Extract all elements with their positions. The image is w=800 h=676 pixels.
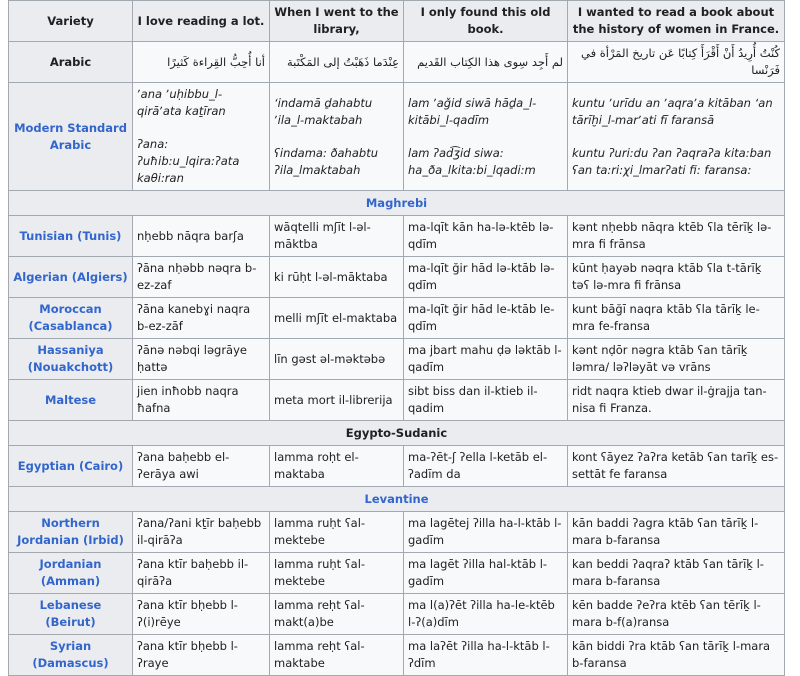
variety-link[interactable] bbox=[9, 298, 133, 339]
table-cell: ma l(a)ʔēt ʔilla ha-le-ktēb l-ʔ(a)dīm bbox=[404, 594, 568, 635]
transliteration: ʼana ʼuḥibbu_l-qirāʼata kaṯīran bbox=[137, 87, 226, 118]
table-cell: ʔāna nḥəbb nəqra b-ez-zaf bbox=[133, 257, 270, 298]
table-cell: līn gəst əl-məktəbə bbox=[270, 339, 404, 380]
variety-link[interactable] bbox=[9, 553, 133, 594]
table-cell: ma-ʔēt-ʃ ʔella l-ketāb el-ʔadīm da bbox=[404, 446, 568, 487]
table-cell: ʔana ktīr baḥebb il-qirāʔa bbox=[133, 553, 270, 594]
table-row bbox=[9, 216, 785, 257]
section-row-egypto-sudanic bbox=[9, 421, 785, 446]
table-cell: kənt nḍōr nəgra ktāb ʕan tārīḵ ləmra/ ləʔləyāt və vrāns bbox=[568, 339, 785, 380]
variety-link[interactable] bbox=[9, 257, 133, 298]
ipa: lam ʔad͡ʒid siwa: ha_ða_lkita:bi_lqadi:m bbox=[408, 145, 536, 177]
ipa: ʕindama: ðahabtu ʔila_lmaktabah bbox=[274, 145, 378, 177]
table-cell: kān baddi ʔagra ktāb ʕan tārīḵ l-mara b-faransa bbox=[568, 512, 785, 553]
comparison-table bbox=[8, 0, 785, 676]
table-cell: lamma roḥt el-maktaba bbox=[270, 446, 404, 487]
section-link[interactable]: Maghrebi bbox=[365, 195, 428, 210]
table-row bbox=[9, 512, 785, 553]
variety-link-text[interactable]: Egyptian (Cairo) bbox=[17, 458, 124, 473]
table-row bbox=[9, 446, 785, 487]
msa-cell-2 bbox=[270, 83, 404, 191]
transliteration: kuntu ʼurīdu an ʼaqraʼa kitāban ʻan tārīḫi_l-marʼati fī faransā bbox=[572, 95, 773, 127]
table-cell: sibt biss dan il-ktieb il-qadim bbox=[404, 380, 568, 421]
table-cell: ma lagēt ʔilla hal-ktāb l-gadīm bbox=[404, 553, 568, 594]
table-cell: kūnt ḥayəb nəqra ktāb ʕla t-tārīḵ təʕ lə-mra fi frānsa bbox=[568, 257, 785, 298]
table-cell: meta mort il-librerija bbox=[270, 380, 404, 421]
table-cell: ʔānə nəbqi ləgrāye ḥattə bbox=[133, 339, 270, 380]
variety-link[interactable] bbox=[9, 446, 133, 487]
variety-link[interactable] bbox=[9, 216, 133, 257]
table-row-arabic bbox=[9, 42, 785, 83]
variety-link[interactable] bbox=[9, 512, 133, 553]
variety-link-text[interactable]: Moroccan (Casablanca) bbox=[28, 302, 113, 333]
section-heading[interactable] bbox=[9, 487, 785, 512]
variety-label: Arabic bbox=[9, 42, 133, 83]
table-row bbox=[9, 257, 785, 298]
msa-cell-1 bbox=[133, 83, 270, 191]
table-cell: lamma ruḥt ʕal-mektebe bbox=[270, 512, 404, 553]
table-cell: kēn badde ʔeʔra ktēb ʕan tērīḵ l-mara b-f(a)ransa bbox=[568, 594, 785, 635]
variety-link[interactable] bbox=[9, 339, 133, 380]
table-cell: ridt naqra ktieb dwar il-ġrajja tan-nisa fi Franza. bbox=[568, 380, 785, 421]
header-sentence-1[interactable]: I love reading a lot. bbox=[133, 1, 270, 42]
variety-link-text[interactable]: Modern Standard Arabic bbox=[14, 120, 127, 152]
table-cell: ma lagētej ʔilla ha-l-ktāb l-gadīm bbox=[404, 512, 568, 553]
table-cell: wāqtelli mʃīt l-əl-māktba bbox=[270, 216, 404, 257]
table-cell: ʔāna kanebɣi naqra b-ez-zāf bbox=[133, 298, 270, 339]
variety-link-text[interactable]: Syrian (Damascus) bbox=[32, 639, 109, 670]
arabic-cell-1: أنا أُحِبُّ القِراءة كَثيرًا bbox=[133, 42, 270, 83]
msa-cell-3 bbox=[404, 83, 568, 191]
table-row bbox=[9, 594, 785, 635]
section-link[interactable]: Levantine bbox=[364, 491, 429, 506]
table-cell: lamma ruḥt ʕal-mektebe bbox=[270, 553, 404, 594]
section-row-maghrebi bbox=[9, 191, 785, 216]
arabic-cell-4: كُنْتُ أُرِيدُ أَنْ أَقْرَأَ كِتابًا عَن تاريخ المَرْأة في فَرَنْسا bbox=[568, 42, 785, 83]
arabic-cell-2: عِنْدَما ذَهَبْتُ إلى المَكْتَبة bbox=[270, 42, 404, 83]
variety-link-text[interactable]: Lebanese (Beirut) bbox=[39, 598, 102, 629]
table-cell: ʔana ktīr bḥebb l-ʔraye bbox=[133, 635, 270, 676]
table-cell: jien inħobb naqra ħafna bbox=[133, 380, 270, 421]
header-sentence-2[interactable]: When I went to the library, bbox=[270, 1, 404, 42]
variety-link[interactable] bbox=[9, 83, 133, 191]
ipa: kuntu ʔuri:du ʔan ʔaqraʔa kita:ban ʕan ta:ri:χi_lmarʔati fi: faransa: bbox=[572, 145, 772, 177]
table-cell: kan beddi ʔaqraʔ ktāb ʕan tārīḵ l-mara b-faransa bbox=[568, 553, 785, 594]
transliteration: lam ʼaǧid siwā hāḏa_l-kitābi_l-qadīm bbox=[408, 95, 537, 127]
table-cell: ma-lqīt ğir hād lə-ktāb lə-qdīm bbox=[404, 257, 568, 298]
table-cell: ʔana baḥebb el-ʔerāya awi bbox=[133, 446, 270, 487]
arabic-cell-3: لم أَجِد سِوى هذا الكِتاب القَديم bbox=[404, 42, 568, 83]
table-cell: ma laʔēt ʔilla ha-l-ktāb l-ʔdīm bbox=[404, 635, 568, 676]
variety-link-text[interactable]: Jordanian (Amman) bbox=[39, 557, 102, 588]
table-cell: ma jbart mahu ḍə ləktāb l-qadīm bbox=[404, 339, 568, 380]
transliteration: ʻindamā ḏahabtu ʼila_l-maktabah bbox=[274, 95, 373, 127]
table-row bbox=[9, 298, 785, 339]
header-sentence-4[interactable]: I wanted to read a book about the history of women in France. bbox=[568, 1, 785, 42]
table-cell: ʔana/ʔani kṯīr baḥebb il-qirāʔa bbox=[133, 512, 270, 553]
table-cell: kunt bāğī naqra ktāb ʕla tārīḵ le-mra fe-fransa bbox=[568, 298, 785, 339]
table-cell: nḥebb nāqra barʃa bbox=[133, 216, 270, 257]
variety-link-text[interactable]: Northern Jordanian (Irbid) bbox=[17, 516, 124, 547]
variety-link[interactable] bbox=[9, 380, 133, 421]
variety-link-text[interactable]: Maltese bbox=[44, 392, 97, 407]
ipa: ʔana: ʔuħib:u_lqira:ʔata kaθi:ran bbox=[137, 137, 240, 185]
table-row bbox=[9, 553, 785, 594]
table-cell: ki rūḥt l-əl-māktaba bbox=[270, 257, 404, 298]
variety-link-text[interactable]: Algerian (Algiers) bbox=[13, 269, 128, 284]
msa-cell-4 bbox=[568, 83, 785, 191]
variety-link-text[interactable]: Tunisian (Tunis) bbox=[19, 228, 122, 243]
table-cell: lamma reḥt ʕal-makt(a)be bbox=[270, 594, 404, 635]
table-cell: ma-lqīt kān ha-lə-ktēb lə-qdīm bbox=[404, 216, 568, 257]
variety-link-text[interactable]: Hassaniya (Nouakchott) bbox=[27, 343, 114, 374]
table-cell: kont ʕāyez ʔaʔra ketāb ʕan tarīḵ es-settāt fe faransa bbox=[568, 446, 785, 487]
table-row bbox=[9, 380, 785, 421]
section-row-levantine bbox=[9, 487, 785, 512]
header-row bbox=[9, 1, 785, 42]
table-cell: lamma reḥt ʕal-maktabe bbox=[270, 635, 404, 676]
section-heading: Egypto-Sudanic bbox=[9, 421, 785, 446]
variety-link[interactable] bbox=[9, 635, 133, 676]
table-cell: ma-lqīt ğir hād le-ktāb le-qdīm bbox=[404, 298, 568, 339]
header-variety[interactable]: Variety bbox=[9, 1, 133, 42]
table-row bbox=[9, 635, 785, 676]
variety-link[interactable] bbox=[9, 594, 133, 635]
table-cell: kān biddi ʔra ktāb ʕan tārīḵ l-mara b-faransa bbox=[568, 635, 785, 676]
table-row bbox=[9, 339, 785, 380]
table-row-msa bbox=[9, 83, 785, 191]
section-heading[interactable] bbox=[9, 191, 785, 216]
table-cell: melli mʃīt el-maktaba bbox=[270, 298, 404, 339]
table-cell: kənt nḥebb nāqra ktēb ʕla tērīḵ lə-mra fi frānsa bbox=[568, 216, 785, 257]
header-sentence-3[interactable]: I only found this old book. bbox=[404, 1, 568, 42]
table-cell: ʔana ktīr bḥebb l-ʔ(i)rēye bbox=[133, 594, 270, 635]
